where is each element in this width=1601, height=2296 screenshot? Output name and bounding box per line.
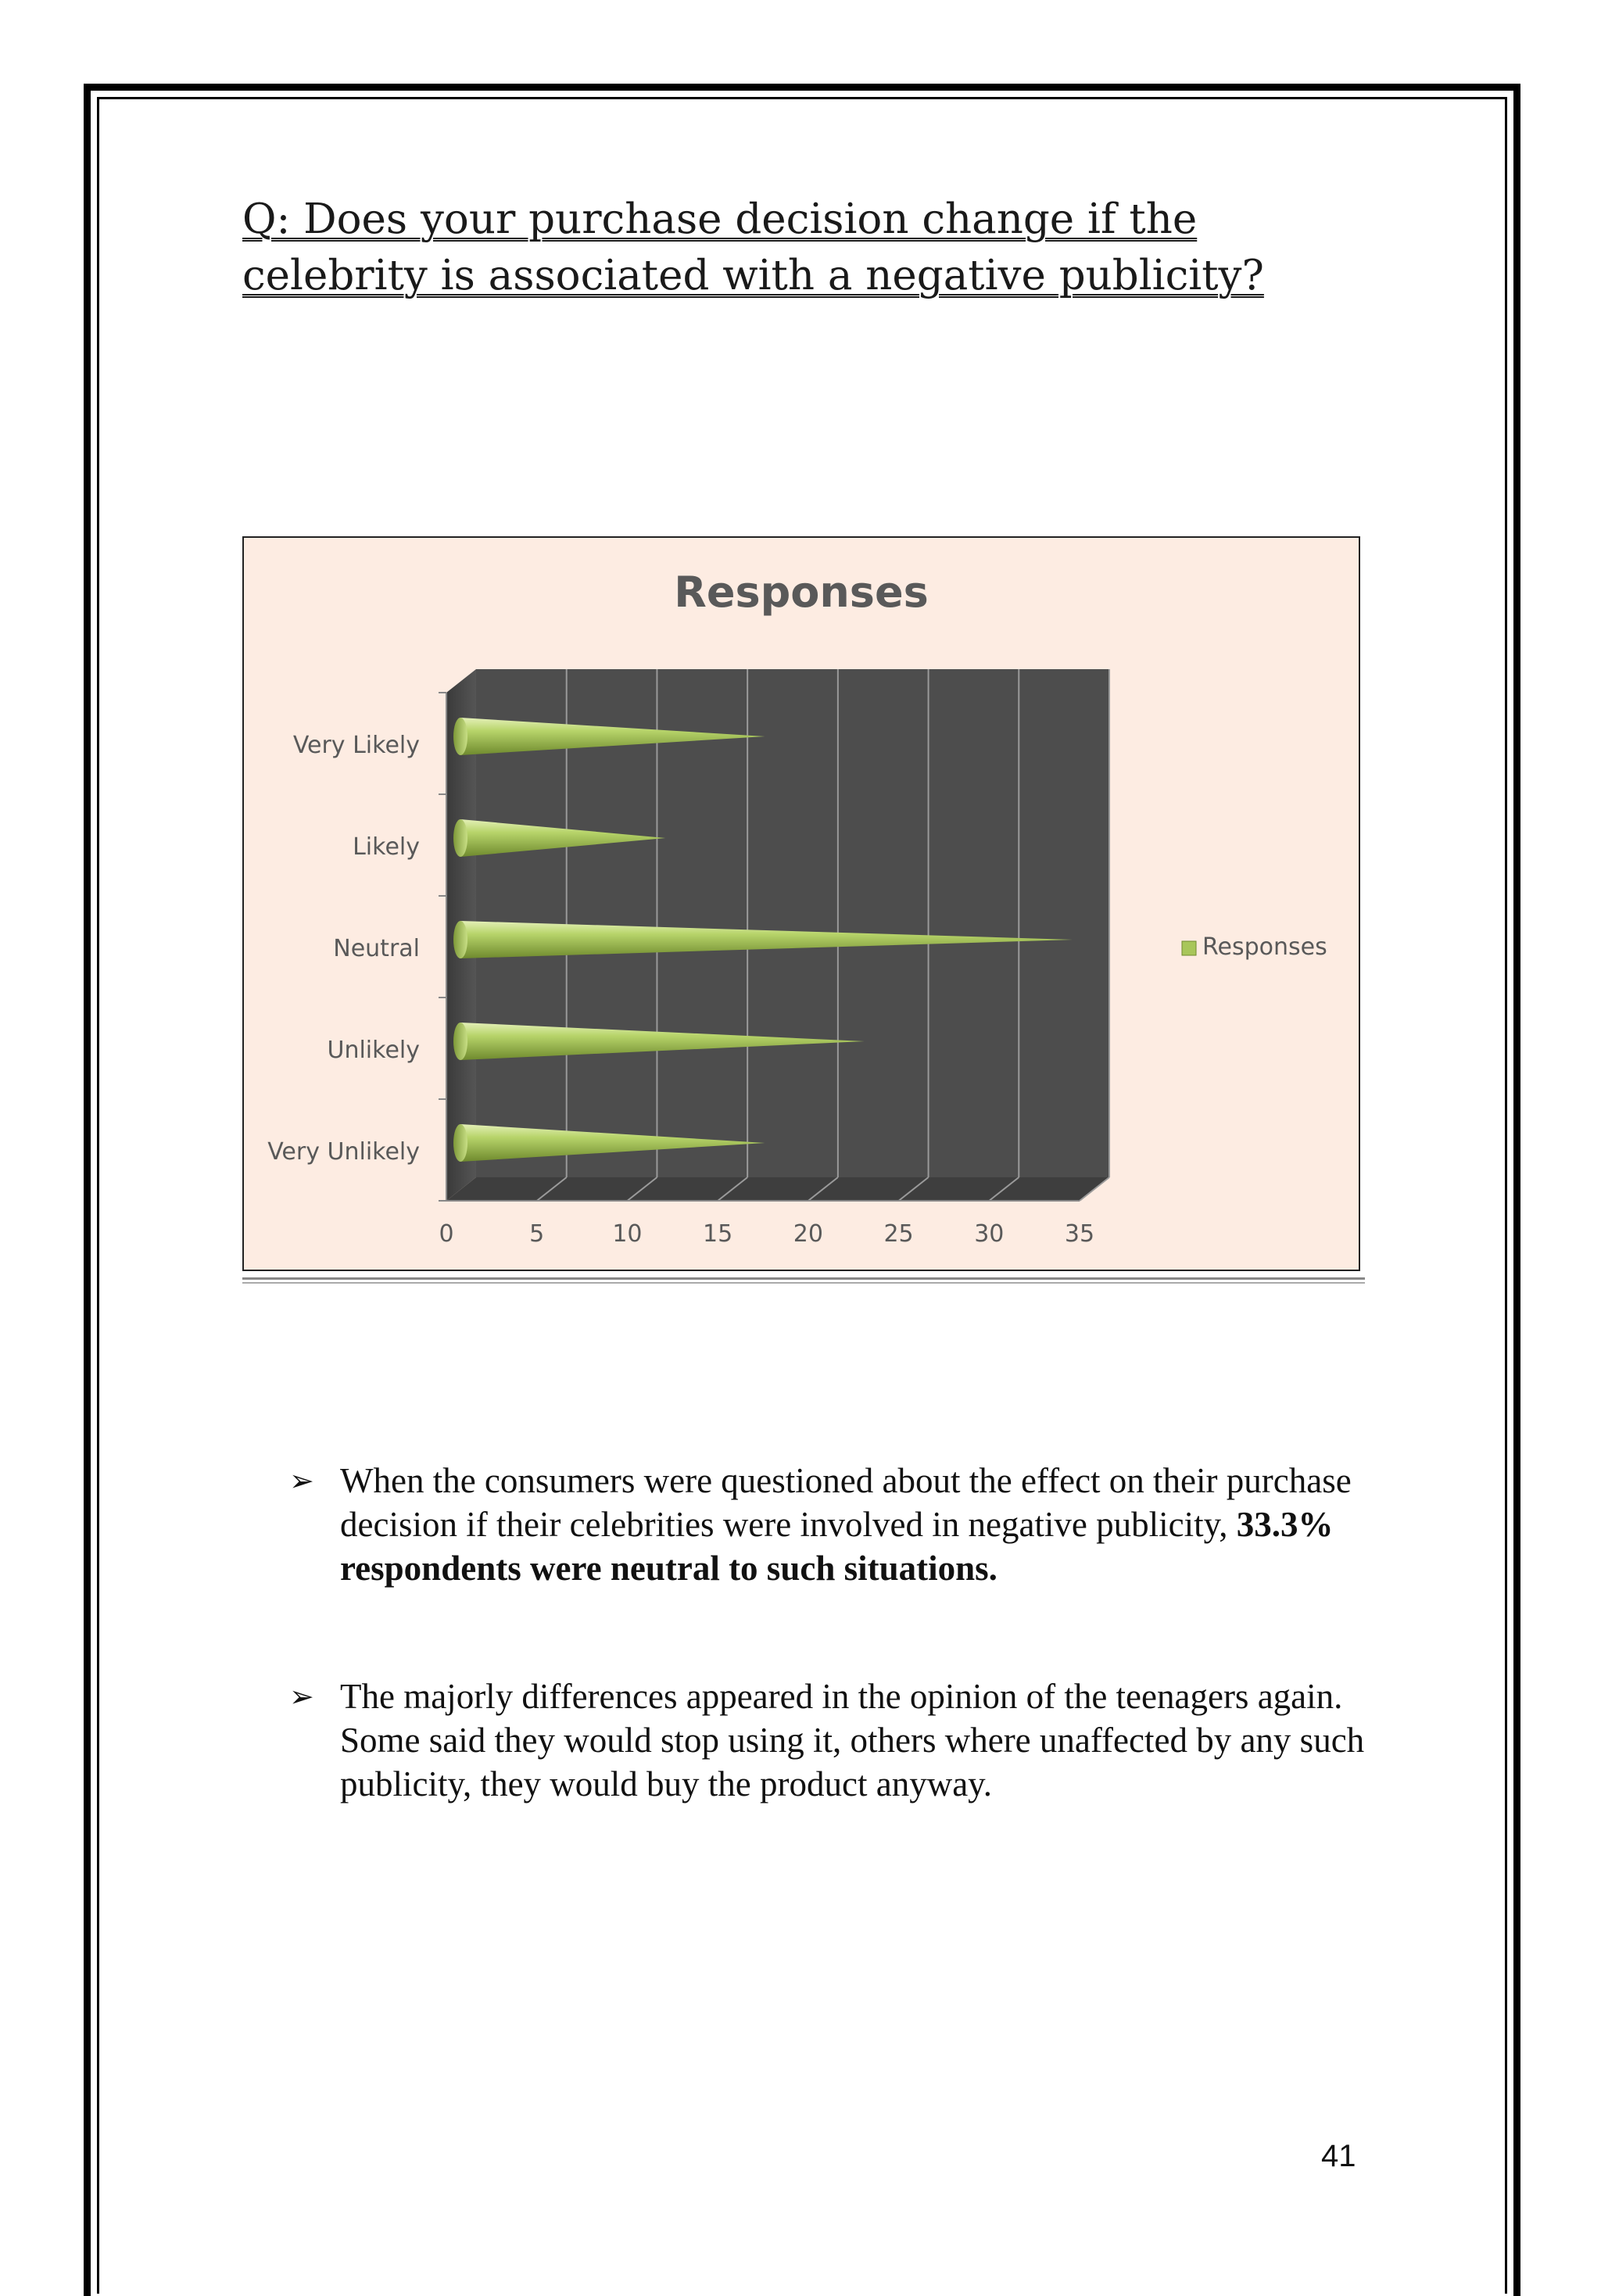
bar-cone-base xyxy=(453,819,467,857)
x-tick-label: 20 xyxy=(793,1220,823,1248)
y-category-label: Likely xyxy=(353,833,420,861)
finding-text-1: When the consumers were questioned about the effect on their purchase decision if their celebrities were involved in negative publicity, xyxy=(340,1461,1352,1544)
x-tick-label: 0 xyxy=(439,1220,454,1248)
question-heading: Q: Does your purchase decision change if the celebrity is associated with a negative publicity? xyxy=(242,195,1264,299)
y-category-label: Unlikely xyxy=(327,1037,420,1064)
y-category-label: Very Likely xyxy=(292,732,420,759)
findings-list xyxy=(289,1459,1384,1890)
finding-item-1 xyxy=(289,1459,1384,1590)
x-tick-label: 30 xyxy=(974,1220,1005,1248)
page-number: 41 xyxy=(1321,2139,1356,2173)
chart-divider xyxy=(242,1277,1365,1280)
arrowhead-bullet-icon: ➢ xyxy=(289,1679,314,1714)
y-category-label: Neutral xyxy=(333,935,420,962)
finding-bold-1: 33.3% respondents were neutral to such situations. xyxy=(340,1505,1334,1588)
legend-label: Responses xyxy=(1202,933,1327,961)
bar-cone-base xyxy=(453,1124,467,1162)
arrowhead-bullet-icon: ➢ xyxy=(289,1463,314,1498)
x-tick-label: 15 xyxy=(703,1220,733,1248)
bar-cone-base xyxy=(453,921,467,958)
bar-cone-base xyxy=(453,1023,467,1060)
x-tick-label: 35 xyxy=(1064,1220,1095,1248)
chart-divider-2 xyxy=(242,1282,1365,1284)
x-tick-label: 10 xyxy=(612,1220,643,1248)
bar-chart xyxy=(244,538,1359,1270)
chart-floor xyxy=(446,1177,1109,1201)
x-tick-label: 5 xyxy=(529,1220,545,1248)
x-tick-label: 25 xyxy=(883,1220,914,1248)
y-category-label: Very Unlikely xyxy=(267,1138,420,1166)
finding-text-2: The majorly differences appeared in the opinion of the teenagers again. Some said they would stop using it, others where unaffected by any such publicity, they would buy the product anyway. xyxy=(340,1677,1365,1803)
legend-swatch xyxy=(1182,941,1196,955)
finding-item-2 xyxy=(289,1675,1384,1806)
bar-cone-base xyxy=(453,718,467,755)
chart-title: Responses xyxy=(674,568,929,617)
